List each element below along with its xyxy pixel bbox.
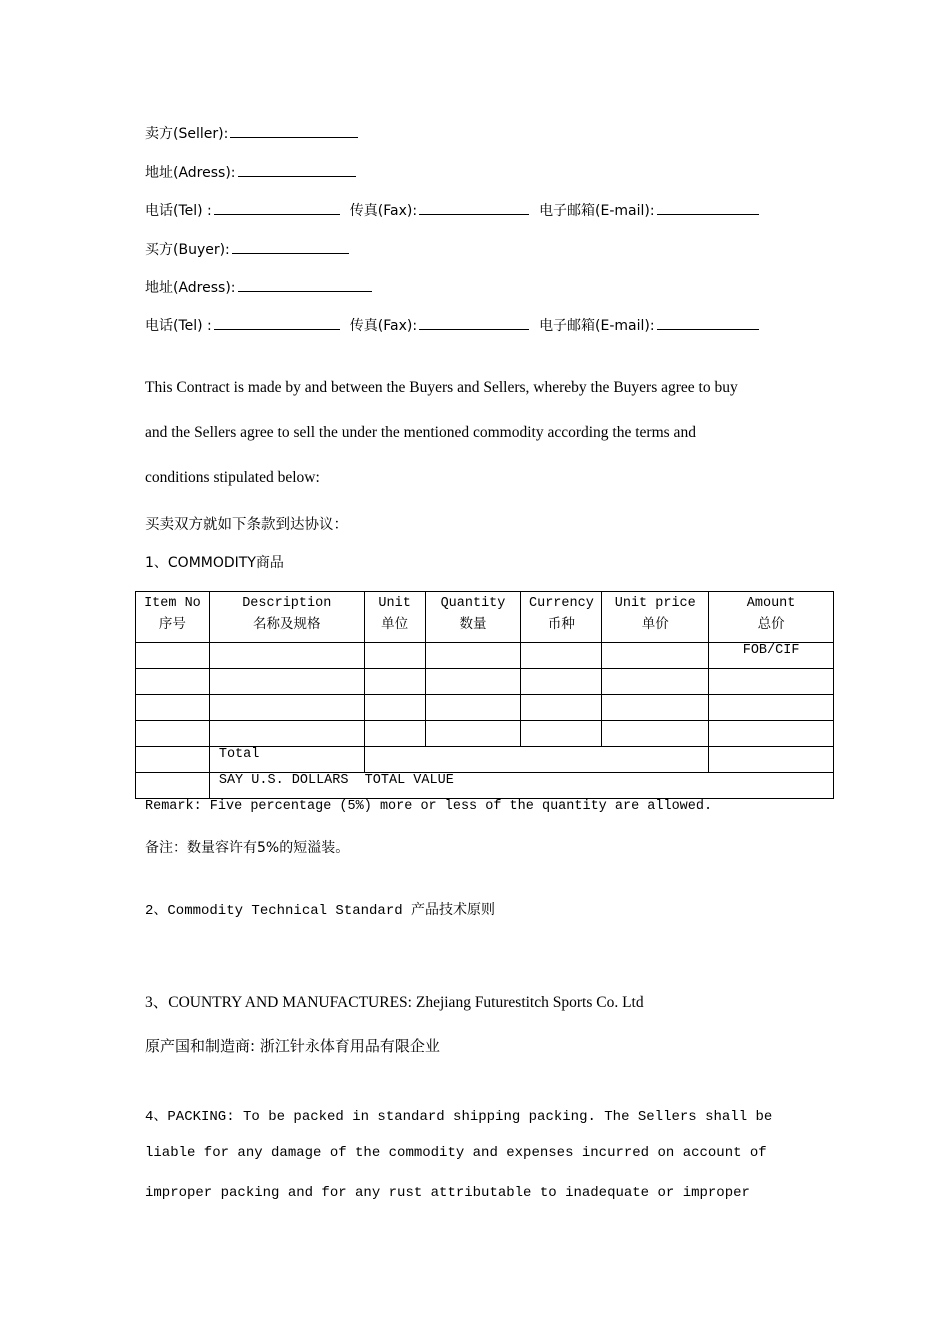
commodity-table bbox=[135, 591, 834, 799]
section-1-title: 1、COMMODITY商品 bbox=[145, 555, 284, 571]
header-currency: Currency 币种 bbox=[521, 592, 602, 643]
buyer-address-field[interactable] bbox=[238, 277, 372, 292]
total-row bbox=[136, 747, 834, 773]
seller-address-label: 地址(Adress): bbox=[145, 165, 236, 181]
buyer-contact-line bbox=[145, 315, 759, 335]
header-description: Description 名称及规格 bbox=[209, 592, 364, 643]
seller-address-line bbox=[145, 162, 356, 182]
buyer-label: 买方(Buyer): bbox=[145, 242, 230, 258]
seller-tel-label: 电话(Tel) : bbox=[145, 203, 212, 219]
remark-cn: 备注：数量容许有5%的短溢装。 bbox=[145, 840, 350, 856]
section-4-line-2: liable for any damage of the commodity and expenses incurred on account of bbox=[145, 1145, 767, 1161]
seller-line bbox=[145, 123, 358, 143]
seller-contact-line bbox=[145, 200, 759, 220]
section-3-title: 3、COUNTRY AND MANUFACTURES: Zhejiang Futurestitch Sports Co. Ltd bbox=[145, 994, 644, 1011]
buyer-line bbox=[145, 239, 349, 259]
remark-en: Remark: Five percentage (5%) more or less of the quantity are allowed. bbox=[145, 799, 713, 814]
table-row bbox=[136, 643, 834, 669]
section-4-line-1: 4、PACKING: To be packed in standard shipping packing. The Sellers shall be bbox=[145, 1109, 773, 1125]
buyer-address-label: 地址(Adress): bbox=[145, 280, 236, 296]
total-spacer bbox=[364, 747, 709, 773]
intro-line-3: conditions stipulated below: bbox=[145, 469, 320, 486]
section-4-line-3: improper packing and for any rust attributable to inadequate or improper bbox=[145, 1185, 750, 1201]
buyer-tel-field[interactable] bbox=[214, 315, 340, 330]
seller-email-label: 电子邮箱(E-mail): bbox=[539, 203, 655, 219]
total-amount-field[interactable] bbox=[709, 747, 834, 773]
buyer-tel-label: 电话(Tel) : bbox=[145, 318, 212, 334]
seller-tel-field[interactable] bbox=[214, 200, 340, 215]
table-row bbox=[136, 695, 834, 721]
seller-fax-label: 传真(Fax): bbox=[349, 203, 418, 219]
table-row bbox=[136, 669, 834, 695]
seller-label: 卖方(Seller): bbox=[145, 126, 229, 142]
buyer-field[interactable] bbox=[232, 239, 349, 254]
table-header-row bbox=[136, 592, 834, 643]
buyer-fax-field[interactable] bbox=[419, 315, 529, 330]
intro-line-2: and the Sellers agree to sell the under the mentioned commodity according the terms and bbox=[145, 424, 696, 441]
header-unit: Unit 单位 bbox=[364, 592, 425, 643]
seller-field[interactable] bbox=[230, 123, 358, 138]
seller-fax-field[interactable] bbox=[419, 200, 529, 215]
seller-email-field[interactable] bbox=[657, 200, 759, 215]
intro-line-1: This Contract is made by and between the Buyers and Sellers, whereby the Buyers agree to buy bbox=[145, 379, 738, 396]
seller-address-field[interactable] bbox=[238, 162, 356, 177]
buyer-fax-label: 传真(Fax): bbox=[349, 318, 418, 334]
buyer-address-line bbox=[145, 277, 372, 297]
header-amount: Amount 总价 bbox=[709, 592, 834, 643]
header-item-no: Item No 序号 bbox=[136, 592, 210, 643]
amount-term: FOB/CIF bbox=[709, 643, 834, 669]
intro-cn: 买卖双方就如下条款到达协议： bbox=[145, 517, 348, 533]
buyer-email-label: 电子邮箱(E-mail): bbox=[539, 318, 655, 334]
section-3-cn: 原产国和制造商: 浙江针永体育用品有限企业 bbox=[145, 1037, 440, 1055]
header-unit-price: Unit price 单价 bbox=[602, 592, 709, 643]
header-quantity: Quantity 数量 bbox=[425, 592, 521, 643]
section-2-title: 2、Commodity Technical Standard 产品技术原则 bbox=[145, 903, 496, 919]
say-row bbox=[136, 773, 834, 799]
table-row bbox=[136, 721, 834, 747]
total-label: Total bbox=[209, 747, 364, 773]
buyer-email-field[interactable] bbox=[657, 315, 759, 330]
say-label: SAY U.S. DOLLARS TOTAL VALUE bbox=[209, 773, 833, 799]
